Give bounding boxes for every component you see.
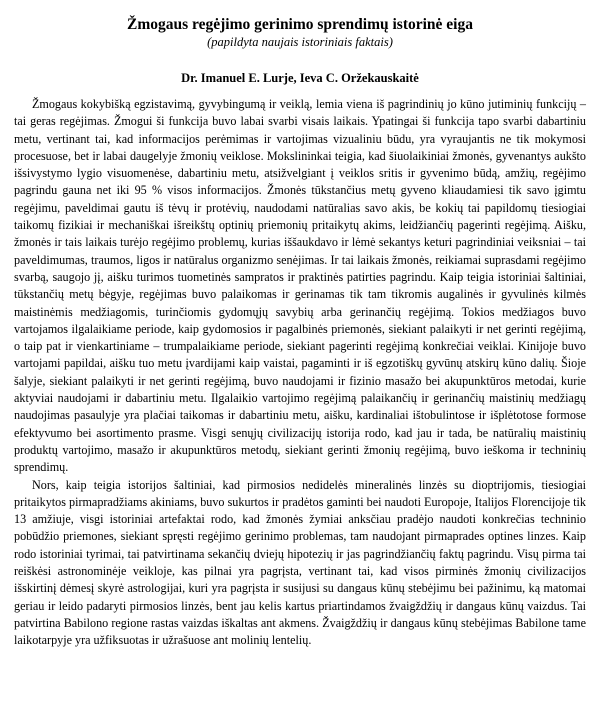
body-paragraph-2: Nors, kaip teigia istorijos šaltiniai, kad pirmosios nedidelės mineralinės linzės su dioptrijomis, tiesiogiai pritaikytos pirmapradžiams akiniams, buvo sukurtos ir pradėtos gaminti bei naudoti Europoje, Italijos Florencijoje tik 13 amžiuje, visgi istoriniai artefaktai rodo, kad žmonės žymiai anksčiau pradėjo naudoti konkrečias techninio pobūdžio priemones, siekiant spręsti regėjimo gerinimo problemas, tam naudojant pirmaprades optines linzes. Kaip rodo istoriniai tyrimai, tai patvirtinama sekančių dviejų hipotezių ir jas pagrindžiančių faktų pagrindu. Visų pirma tai reiškėsi astronominėje veikloje, kas pilnai yra pagrįsta, vertinant tai, kad visos pirminės žmonių civilizacijos išskirtinį dėmesį skyrė astrologijai, kuri yra pagrįsta ir susijusi su dangaus kūnų stebėjimu bei pažinimu, ką matomai geriau ir leido padaryti pirmosios linzės, bent jau kelis kartus priartindamos žvaigždžių ir dangaus kūnų vaizdus. Tai patvirtina Babilono regione rastas vaizdas iškaltas ant akmens. Žvaigždžių ir dangaus kūnų stebėjimas Babilone tame laikotarpyje yra užfiksuotas ir užrašuose ant molinių lentelių. bbox=[14, 477, 586, 648]
document-subtitle: (papildyta naujais istoriniais faktais) bbox=[207, 35, 393, 49]
document-authors: Dr. Imanuel E. Lurje, Ieva C. Oržekauskaitė bbox=[181, 71, 419, 85]
document-title: Žmogaus regėjimo gerinimo sprendimų istorinė eiga bbox=[126, 16, 473, 33]
body-paragraph-1: Žmogaus kokybišką egzistavimą, gyvybingumą ir veiklą, lemia viena iš pagrindinių jo kūno jutiminių funkcijų – tai geras regėjimas. Žmogui ši funkcija buvo labai svarbi visais laikais. Ypatingai ši funkcija tapo svarbi dabartiniu metu, vertinant tai, kad informacijos perėmimas ir vartojimas vizualiniu būdu, yra vyraujantis ne tik mokymosi procesuose, bet ir labai daugelyje žmonių veiklose. Mokslininkai teigia, kad šiuolaikiniai žmonės, gyvenantys aukšto išsivystymo lygio visuomenėse, dabartiniu metu, atsižvelgiant į veiklos sritis ir gyvenimo būdą, amžių, regėjimo pagrindu gauna net iki 95 % visos informacijos. Žmonės tūkstančius metų gyveno kliaudamiesi tik savo įgimtu regėjimu, paveldimai gautu iš tėvų ir protėvių, naudodami natūralias savo akis, be kokių tai papildomų tiesiogiai taikomų fizikiai ir mechaniškai išreikštų optinių priemonių pritaikytų akims, leidžiančių pagerinti regėjimą. Aišku, žmonės ir tais laikais turėjo regėjimo problemų, kurias iššaukdavo ir lėmė sekantys keturi pagrindiniai veiksniai – tai paveldimumas, traumos, ligos ir natūralus organizmo senėjimas. Ir tai laikais žmonės, reikiamai suprasdami regėjimo svarbą, saugojo jį, aišku turimos tuometinės sampratos ir praktinės patirties pagrindu. Kaip teigia istoriniai šaltiniai, tūkstančių metų bėgyje, regėjimas buvo palaikomas ir gerinamas tik tam tikromis augalinės ir gyvulinės kilmės maistinėmis medžiagomis, turinčiomis gydomųjų savybių arba gerinančių regėjimą. Tokios medžiagos buvo vartojamos ilgalaikiame periode, kaip gydomosios ir pagalbinės priemonės, siekiant palaikyti ir net gerinti regėjimą, o taip pat ir vienkartiniame – trumpalaikiame periode, siekiant pagerinti regėjimą konkrečiai veiklai. Kinijoje buvo vartojami papildai, aišku tuo metu įvardijami kaip vaistai, pagaminti ir iš egzotiškų gyvūnų atskirų kūno dalių. Šioje šalyje, siekiant palaikyti ir net gerinti regėjimą, buvo naudojami ir fizinio masažo bei akupunktūros metodai, kurie aktyviai naudojami ir dabartiniu metu. Ilgalaikio vartojimo regėjimą palaikančių ir gerinančių maistinių medžiagų naudojimas pasaulyje yra plačiai taikomas ir dabartiniu metu, aišku, kardinaliai ištobulintose ir išplėtotose formose efektyvumo bei asortimento prasme. Visgi senųjų civilizacijų istorija rodo, kad jau ir tada, be natūralių maistinių produktų vartojimo, masažo ir akupunktūros metodų, siekiant gerinti žmonių regėjimą, buvo ieškoma ir techninių sprendimų. bbox=[14, 97, 586, 475]
